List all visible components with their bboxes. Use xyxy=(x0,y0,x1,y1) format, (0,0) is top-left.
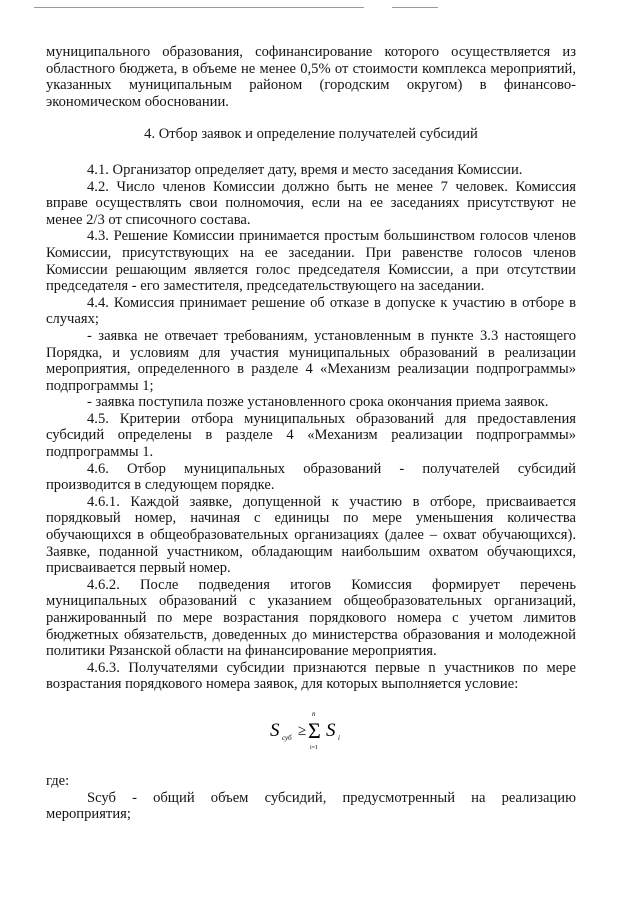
formula-lhs-subscript: суб xyxy=(282,733,292,742)
where-label: где: xyxy=(46,772,70,789)
paragraph-4-4-item-b: - заявка поступила позже установленного срока окончания приема заявок. xyxy=(87,394,549,411)
paragraph-4-6-3: 4.6.3. Получателями субсидии признаются первые n участников по мере возрастания порядкового номера заявок, для которых выполняется условие: xyxy=(46,659,576,693)
document-page xyxy=(46,44,576,823)
formula-relation: ≥ xyxy=(298,722,307,739)
paragraph-4-6-2: 4.6.2. После подведения итогов Комиссия формирует перечень муниципальных образований с указанием общеобразовательных организаций, ранжированный по мере возрастания порядкового номера с учетом лимитов бюджетных обязательств, доведенных до министерства образования и молодежной политики Рязанской области на финансирование мероприятия. xyxy=(46,576,576,660)
paragraph-4-5: 4.5. Критерии отбора муниципальных образований для предоставления субсидий определены в разделе 4 «Механизм реализации подпрограммы» подпрограммы 1. xyxy=(46,410,576,461)
formula-lhs: S xyxy=(270,719,280,741)
paragraph-4-6-line-2: производится в следующем порядке. xyxy=(46,477,275,494)
paragraph-4-4-item-a: - заявка не отвечает требованиям, установленным в пункте 3.3 настоящего Порядка, и условиям для участия муниципальных образований в реализации мероприятия, определенного в разделе 4 «Механизм реализации подпрограммы» подпрограммы 1; xyxy=(46,327,576,394)
scan-edge-line xyxy=(34,7,364,8)
intro-paragraph: муниципального образования, софинансирование которого осуществляется из областного бюджета, в объеме не менее 0,5% от стоимости комплекса мероприятий, указанных муниципальным районом (городским округом) в финансово-экономическом обосновании. xyxy=(46,44,576,110)
paragraph-4-4: 4.4. Комиссия принимает решение об отказе в допуске к участию в отборе в случаях; xyxy=(46,294,576,328)
paragraph-4-6-line-1: 4.6. Отбор муниципальных образований - получателей субсидий xyxy=(87,460,576,477)
paragraph-4-2: 4.2. Число членов Комиссии должно быть не менее 7 человек. Комиссия вправе осуществлять свои полномочия, если на ее заседаниях присутствуют не менее 2/3 от списочного состава. xyxy=(46,178,576,228)
scan-edge-line xyxy=(392,7,438,8)
subsidy-formula xyxy=(268,709,358,753)
paragraph-4-1: 4.1. Организатор определяет дату, время и место заседания Комиссии. xyxy=(87,161,523,178)
scub-definition: Sсуб - общий объем субсидий, предусмотренный на реализацию мероприятия; xyxy=(46,789,576,823)
formula-rhs: S xyxy=(326,719,336,741)
formula-sum-symbol: Σ xyxy=(308,717,321,743)
formula-sum-upper: n xyxy=(312,709,316,718)
paragraph-4-6-1: 4.6.1. Каждой заявке, допущенной к участию в отборе, присваивается порядковый номер, начиная с единицы по мере уменьшения количества обучающихся в общеобразовательных организациях (далее – охват обучающихся). Заявке, поданной участником, обладающим наибольшим охватом обучающихся, присваивается первый номер. xyxy=(46,493,576,577)
paragraph-4-3: 4.3. Решение Комиссии принимается простым большинством голосов членов Комиссии, присутствующих на ее заседании. При равенстве голосов членов Комиссии решающим является голос председателя Комиссии, а при отсутствии председателя - его заместителя, председательствующего на заседании. xyxy=(46,228,576,295)
formula-block xyxy=(46,701,576,759)
formula-rhs-subscript: i xyxy=(338,733,340,742)
formula-sum-lower: i=1 xyxy=(310,744,319,751)
section-title: 4. Отбор заявок и определение получателей субсидий xyxy=(144,126,478,143)
